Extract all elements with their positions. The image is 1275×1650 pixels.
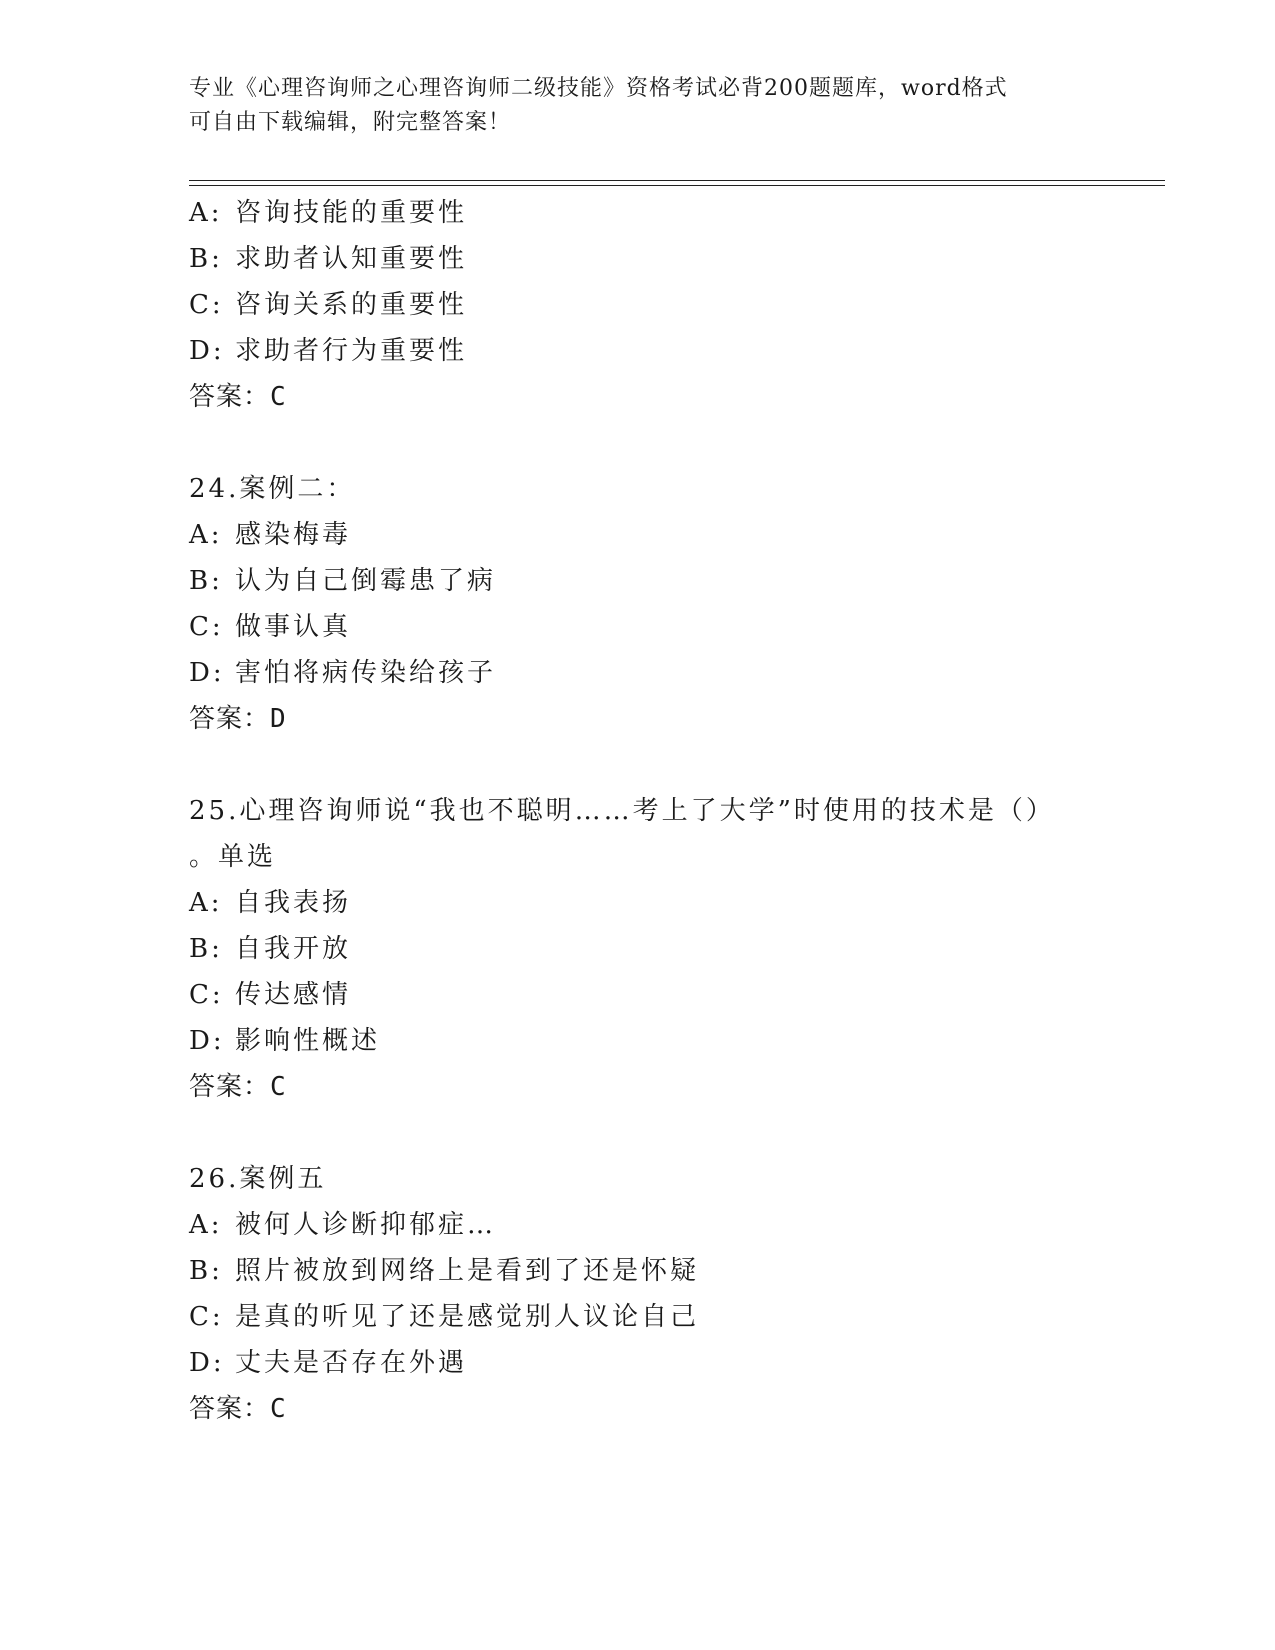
- option-d: D: 丈夫是否存在外遇: [189, 1348, 468, 1378]
- answer-line: 答案：C: [189, 1394, 287, 1424]
- option-c: C: 做事认真: [189, 612, 352, 642]
- question-block: [189, 190, 1089, 420]
- option-b: B: 求助者认知重要性: [189, 244, 468, 274]
- document-header: [189, 72, 1089, 140]
- option-d: D: 求助者行为重要性: [189, 336, 468, 366]
- option-d: D: 害怕将病传染给孩子: [189, 658, 497, 688]
- option-a: A: 咨询技能的重要性: [189, 198, 468, 228]
- option-b: B: 认为自己倒霉患了病: [189, 566, 497, 596]
- option-c: C: 传达感情: [189, 980, 352, 1010]
- header-divider: [189, 180, 1165, 186]
- option-c: C: 咨询关系的重要性: [189, 290, 468, 320]
- header-line-2: 可自由下载编辑，附完整答案！: [189, 110, 512, 135]
- question-block: [189, 1156, 1089, 1432]
- option-a: A: 自我表扬: [189, 888, 352, 918]
- question-title: 25.心理咨询师说“我也不聪明……考上了大学”时使用的技术是（）: [189, 796, 1055, 826]
- option-b: B: 自我开放: [189, 934, 352, 964]
- option-a: A: 感染梅毒: [189, 520, 352, 550]
- option-d: D: 影响性概述: [189, 1026, 381, 1056]
- option-c: C: 是真的听见了还是感觉别人议论自己: [189, 1302, 700, 1332]
- option-b: B: 照片被放到网络上是看到了还是怀疑: [189, 1256, 700, 1286]
- question-block: [189, 788, 1089, 1110]
- question-block: [189, 466, 1089, 742]
- question-title: 26.案例五: [189, 1164, 327, 1194]
- answer-line: 答案：D: [189, 704, 287, 734]
- answer-line: 答案：C: [189, 1072, 287, 1102]
- answer-line: 答案：C: [189, 382, 287, 412]
- option-a: A: 被何人诊断抑郁症…: [189, 1210, 497, 1240]
- question-list: [189, 190, 1089, 1432]
- question-title: 24.案例二：: [189, 474, 356, 504]
- question-title-continued: 。单选: [189, 842, 277, 872]
- header-line-1: 专业《心理咨询师之心理咨询师二级技能》资格考试必背200题题库，word格式: [189, 76, 1008, 101]
